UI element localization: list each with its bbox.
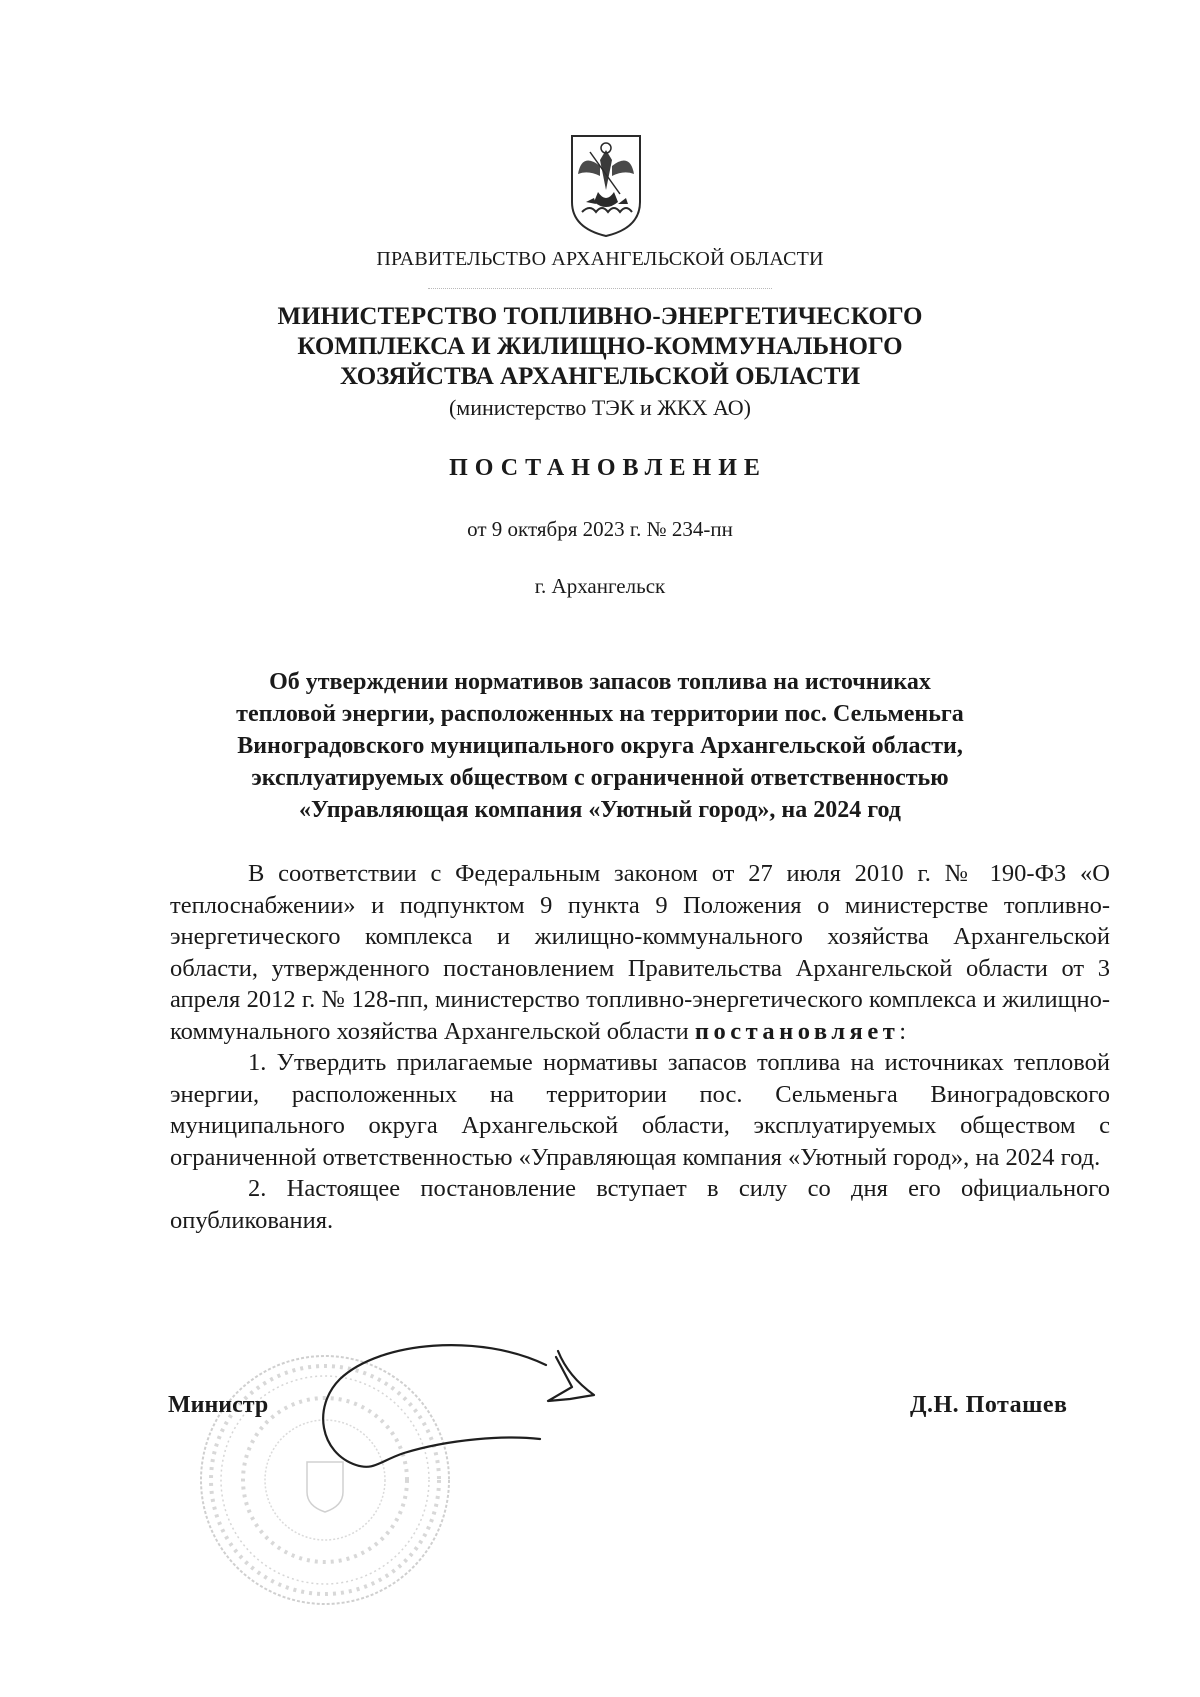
handwritten-signature [310, 1335, 650, 1475]
resolves-colon: : [899, 1017, 907, 1045]
signatory-title: Министр [168, 1392, 269, 1418]
subject-line: тепловой энергии, расположенных на территории пос. Сельменьга [236, 701, 964, 727]
ministry-name-line: КОМПЛЕКСА И ЖИЛИЩНО-КОММУНАЛЬНОГО [297, 333, 903, 360]
subject-line: Виноградовского муниципального округа Архангельской области, [237, 733, 963, 759]
ministry-name-line: МИНИСТЕРСТВО ТОПЛИВНО-ЭНЕРГЕТИЧЕСКОГО [277, 303, 923, 330]
subject-line: «Управляющая компания «Уютный город», на 2024 год [299, 797, 901, 823]
resolution-item-2: 2. Настоящее постановление вступает в силу со дня его официального опубликования. [170, 1175, 1110, 1234]
preamble-text: В соответствии с Федеральным законом от 27 июля 2010 г. № 190-ФЗ «О теплоснабжении» и подпунктом 9 пункта 9 Положения о министерстве топливно-энергетического комплекса и жилищно-коммунального хозяйства Архангельской области, утвержденного постановлением Правительства Архангельской области от 3 апреля 2012 г. № 128-пп, министерство топливно-энергетического комплекса и жилищно-коммунального хозяйства Архангельской области [170, 860, 1110, 1045]
ministry-name [0, 302, 1200, 392]
coat-of-arms-emblem [568, 132, 644, 240]
subject-line: Об утверждении нормативов запасов топлива на источниках [269, 669, 931, 695]
preamble-paragraph [170, 858, 1110, 1047]
document-type: ПОСТАНОВЛЕНИЕ [449, 455, 767, 481]
signatory-name: Д.Н. Поташев [910, 1392, 1068, 1418]
resolution-item-1: 1. Утвердить прилагаемые нормативы запасов топлива на источниках тепловой энергии, расположенных на территории пос. Сельменьга Виноградовского муниципального округа Архангельской области, эксплуатируемых обществом с ограниченной ответственностью «Управляющая компания «Уютный город», на 2024 год. [170, 1049, 1110, 1171]
header-divider [428, 288, 772, 289]
ministry-short-name: (министерство ТЭК и ЖКХ АО) [448, 395, 752, 420]
government-name: ПРАВИТЕЛЬСТВО АРХАНГЕЛЬСКОЙ ОБЛАСТИ [376, 248, 824, 270]
document-date-number: от 9 октября 2023 г. № 234-пн [467, 517, 733, 541]
document-body [170, 858, 1110, 1236]
ministry-name-line: ХОЗЯЙСТВА АРХАНГЕЛЬСКОЙ ОБЛАСТИ [339, 363, 861, 390]
document-city: г. Архангельск [534, 574, 666, 598]
resolves-word: постановляет [694, 1017, 900, 1045]
subject-line: эксплуатируемых обществом с ограниченной ответственностью [251, 765, 949, 791]
document-subject [0, 666, 1200, 826]
